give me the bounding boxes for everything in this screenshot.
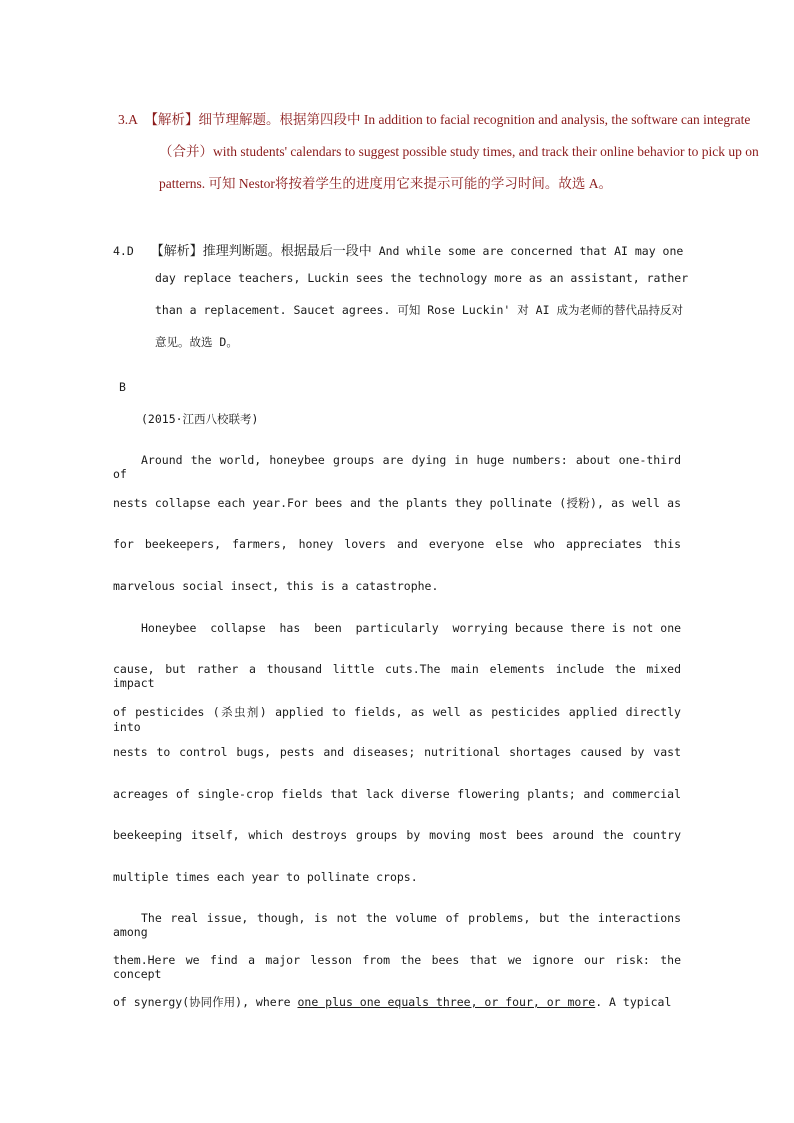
passage-line: nests to control bugs, pests and diseases; nutritional shortages caused by vast [113, 745, 681, 759]
passage-body [113, 453, 681, 1036]
passage-line: multiple times each year to pollinate crops. [113, 870, 418, 884]
passage-line: nests collapse each year.For bees and the plants they pollinate (授粉), as well as [113, 496, 681, 510]
answer-3-line-2: （合并）with students' calendars to suggest possible study times, and track their online behavior to pick up on [159, 144, 759, 159]
answer-4-line-1 [113, 240, 683, 259]
answer-3-line-3-rest: 将按着学生的进度用它来提示可能的学习时间。故选 [274, 176, 586, 191]
answer-3-line-3-name: Nestor [238, 176, 275, 191]
underlined-phrase: one plus one equals three, or four, or more [297, 995, 596, 1009]
passage-line: cause, but rather a thousand little cuts.The main elements include the mixed impact [113, 662, 681, 690]
passage-line: acreages of single-crop fields that lack diverse flowering plants; and commercial [113, 787, 681, 801]
answer-3-tag: 【解析】 [144, 112, 199, 127]
passage-line: for beekeepers, farmers, honey lovers and everyone else who appreciates this [113, 537, 681, 551]
answer-4-line-3: than a replacement. Saucet agrees. 可知 Rose Luckin' 对 AI 成为老师的替代品持反对 [155, 303, 683, 317]
answer-3-quote: In addition to facial recognition and analysis, the software can integrate [363, 112, 751, 127]
passage-line: Around the world, honeybee groups are dying in huge numbers: about one-third of [113, 453, 681, 481]
answer-3-line-3-zh: 可知 [208, 176, 236, 191]
answer-3-line-3 [159, 172, 612, 192]
answer-3-line-3-start: patterns. [159, 176, 206, 191]
answer-4-number: 4.D [113, 244, 134, 258]
answer-4-line-4: 意见。故选 D。 [155, 335, 238, 349]
answer-4-quote: And while some are concerned that AI may one [378, 244, 684, 258]
passage-line: Honeybee collapse has been particularly worrying because there is not one [141, 621, 682, 635]
passage-line: The real issue, though, is not the volume of problems, but the interactions among [113, 911, 681, 939]
answer-4-line-2: day replace teachers, Luckin sees the technology more as an assistant, rather [155, 271, 689, 285]
answer-4-tag: 【解析】 [150, 244, 203, 259]
passage-last-pre: of synergy(协同作用), where [113, 995, 298, 1009]
answer-3-number: 3.A [118, 112, 138, 127]
passage-last-post: . A typical [595, 995, 672, 1009]
passage-line: beekeeping itself, which destroys groups by moving most bees around the country [113, 828, 681, 842]
answer-3-intro: 细节理解题。根据第四段中 [198, 112, 361, 127]
answer-4-intro: 推理判断题。根据最后一段中 [202, 244, 372, 259]
answer-3-line-1 [118, 108, 750, 128]
passage-line: of pesticides (杀虫剂) applied to fields, as well as pesticides applied directly into [113, 705, 681, 734]
passage-last-line [113, 994, 681, 1036]
answer-3-answer: A。 [588, 176, 612, 191]
passage-label: B [119, 380, 126, 394]
passage-source: (2015·江西八校联考) [141, 412, 259, 426]
passage-line: them.Here we find a major lesson from the bees that we ignore our risk: the concept [113, 953, 681, 981]
passage-line: marvelous social insect, this is a catastrophe. [113, 579, 439, 593]
